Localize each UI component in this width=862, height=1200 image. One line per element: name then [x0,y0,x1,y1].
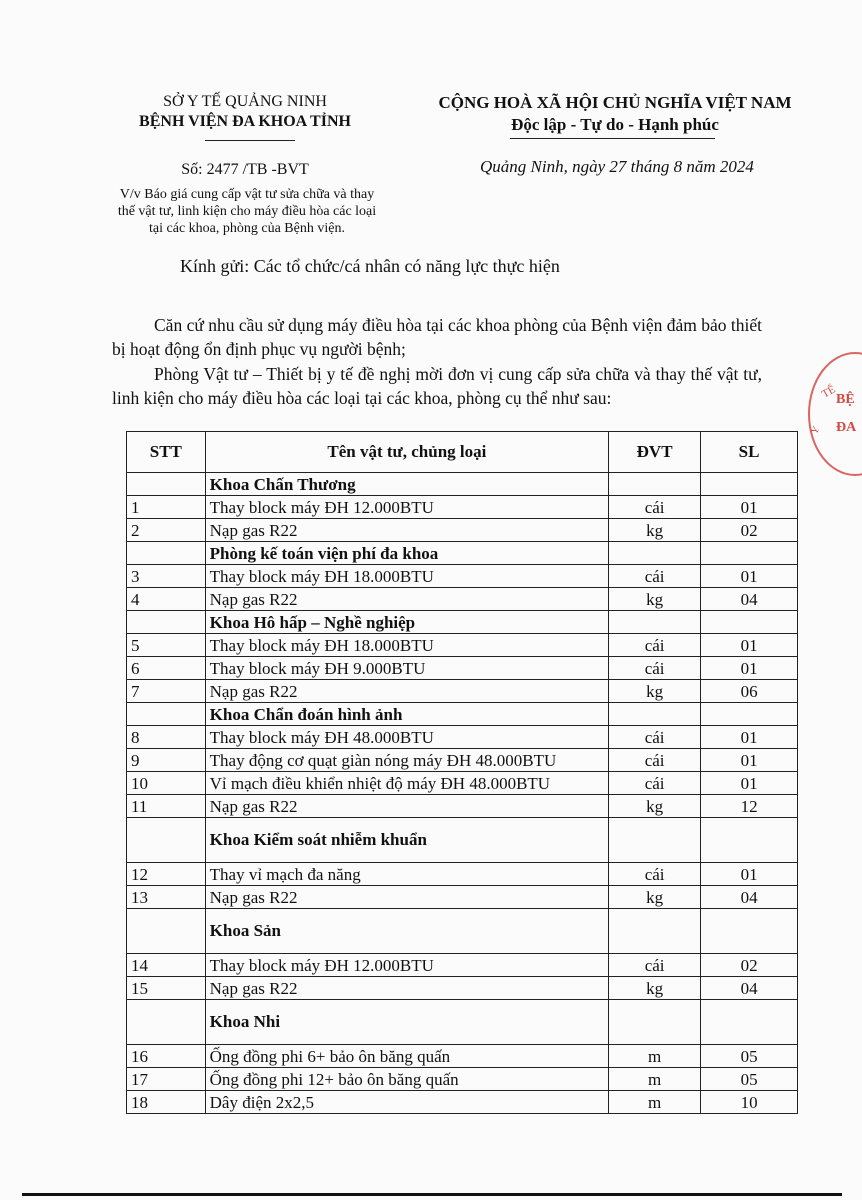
row-name: Nạp gas R22 [205,680,608,703]
row-name: Vỉ mạch điều khiển nhiệt độ máy ĐH 48.000BTU [205,772,608,795]
table-row [127,519,798,542]
table-row [127,1068,798,1091]
empty-cell [701,611,798,634]
stamp-text-1: TẾ [819,383,838,401]
row-stt: 18 [127,1091,206,1114]
empty-cell [701,542,798,565]
col-unit-header: ĐVT [609,432,701,473]
row-qty: 01 [701,634,798,657]
row-qty: 01 [701,496,798,519]
row-qty: 04 [701,977,798,1000]
col-name-header: Tên vật tư, chủng loại [205,432,608,473]
empty-cell [701,703,798,726]
section-title: Khoa Chẩn đoán hình ảnh [205,703,608,726]
row-stt: 4 [127,588,206,611]
page-edge-line [22,1193,842,1196]
empty-cell [127,818,206,863]
empty-cell [609,703,701,726]
section-row [127,611,798,634]
table-row [127,1091,798,1114]
table-body [127,473,798,1114]
row-unit: cái [609,496,701,519]
row-name: Thay block máy ĐH 9.000BTU [205,657,608,680]
table-row [127,565,798,588]
section-row [127,473,798,496]
row-qty: 02 [701,954,798,977]
row-qty: 10 [701,1091,798,1114]
table-row [127,588,798,611]
row-stt: 1 [127,496,206,519]
table-row [127,1045,798,1068]
row-qty: 01 [701,772,798,795]
section-title: Phòng kế toán viện phí đa khoa [205,542,608,565]
row-unit: cái [609,726,701,749]
empty-cell [701,909,798,954]
paragraph-2 [112,362,762,410]
table-row [127,954,798,977]
row-name: Thay block máy ĐH 12.000BTU [205,954,608,977]
row-qty: 06 [701,680,798,703]
section-row [127,1000,798,1045]
row-qty: 05 [701,1045,798,1068]
org-line1: SỞ Y TẾ QUẢNG NINH [163,93,327,110]
row-stt: 7 [127,680,206,703]
section-title: Khoa Hô hấp – Nghề nghiệp [205,611,608,634]
row-stt: 3 [127,565,206,588]
empty-cell [609,473,701,496]
row-name: Ống đồng phi 12+ bảo ôn băng quấn [205,1068,608,1091]
empty-cell [701,1000,798,1045]
row-name: Thay block máy ĐH 18.000BTU [205,565,608,588]
row-name: Thay vỉ mạch đa năng [205,863,608,886]
paragraph-1 [112,313,762,361]
empty-cell [127,703,206,726]
row-unit: m [609,1045,701,1068]
table-header-row [127,432,798,473]
subject-line1: V/v Báo giá cung cấp vật tư sửa chữa và thay [119,187,375,202]
row-unit: cái [609,954,701,977]
row-name: Nạp gas R22 [205,795,608,818]
empty-cell [127,1000,206,1045]
empty-cell [609,542,701,565]
empty-cell [609,1000,701,1045]
row-name: Ống đồng phi 6+ bảo ôn băng quấn [205,1045,608,1068]
empty-cell [127,611,206,634]
row-name: Thay block máy ĐH 48.000BTU [205,726,608,749]
row-qty: 01 [701,565,798,588]
row-stt: 2 [127,519,206,542]
row-unit: cái [609,863,701,886]
nation-line2: Độc lập - Tự do - Hạnh phúc [511,115,719,134]
row-unit: kg [609,886,701,909]
table-row [127,977,798,1000]
row-qty: 04 [701,886,798,909]
row-name: Nạp gas R22 [205,588,608,611]
table-row [127,496,798,519]
doc-date: Quảng Ninh, ngày 27 tháng 8 năm 2024 [480,157,754,176]
table-row [127,795,798,818]
table-row [127,749,798,772]
row-unit: cái [609,565,701,588]
table-row [127,657,798,680]
row-unit: kg [609,795,701,818]
row-name: Thay động cơ quạt giàn nóng máy ĐH 48.000BTU [205,749,608,772]
materials-table [126,431,798,1114]
row-unit: kg [609,588,701,611]
col-qty-header: SL [701,432,798,473]
row-qty: 05 [701,1068,798,1091]
table-row [127,680,798,703]
row-qty: 04 [701,588,798,611]
subject-line3: tại các khoa, phòng của Bệnh viện. [149,221,345,236]
paragraph-1-text: Căn cứ nhu cầu sử dụng máy điều hòa tại các khoa phòng của Bệnh viện đảm bảo thiết bị hoạt động ổn định phục vụ người bệnh; [112,315,762,359]
row-name: Nạp gas R22 [205,519,608,542]
empty-cell [701,818,798,863]
subject-line2: thế vật tư, linh kiện cho máy điều hòa các loại [117,204,377,219]
empty-cell [127,909,206,954]
empty-cell [609,818,701,863]
row-unit: cái [609,772,701,795]
row-stt: 15 [127,977,206,1000]
paragraph-2-text: Phòng Vật tư – Thiết bị y tế đề nghị mời đơn vị cung cấp sửa chữa và thay thế vật tư, linh kiện cho máy điều hòa các loại tại các khoa, phòng cụ thể như sau: [112,364,762,408]
row-qty: 01 [701,726,798,749]
row-unit: kg [609,519,701,542]
row-stt: 17 [127,1068,206,1091]
section-title: Khoa Kiểm soát nhiễm khuẩn [205,818,608,863]
row-stt: 16 [127,1045,206,1068]
row-unit: kg [609,680,701,703]
section-title: Khoa Chấn Thương [205,473,608,496]
salutation: Kính gửi: Các tổ chức/cá nhân có năng lực thực hiện [180,256,560,276]
row-qty: 01 [701,657,798,680]
row-unit: kg [609,977,701,1000]
row-stt: 14 [127,954,206,977]
row-stt: 9 [127,749,206,772]
row-stt: 8 [127,726,206,749]
row-stt: 5 [127,634,206,657]
empty-cell [609,611,701,634]
nation-header [380,92,850,136]
row-stt: 13 [127,886,206,909]
section-row [127,703,798,726]
row-unit: cái [609,749,701,772]
row-qty: 01 [701,863,798,886]
row-name: Nạp gas R22 [205,886,608,909]
row-unit: cái [609,657,701,680]
row-name: Dây điện 2x2,5 [205,1091,608,1114]
nation-line1: CỘNG HOÀ XÃ HỘI CHỦ NGHĨA VIỆT NAM [438,93,792,112]
row-stt: 6 [127,657,206,680]
org-line2: BỆNH VIỆN ĐA KHOA TỈNH [139,113,351,130]
table-row [127,726,798,749]
table-row [127,886,798,909]
row-name: Thay block máy ĐH 12.000BTU [205,496,608,519]
row-stt: 12 [127,863,206,886]
row-qty: 01 [701,749,798,772]
row-name: Nạp gas R22 [205,977,608,1000]
section-title: Khoa Nhi [205,1000,608,1045]
row-unit: m [609,1068,701,1091]
stamp-text-4: Y [809,424,823,437]
table-row [127,863,798,886]
empty-cell [701,473,798,496]
table-row [127,772,798,795]
section-row [127,542,798,565]
row-name: Thay block máy ĐH 18.000BTU [205,634,608,657]
row-qty: 12 [701,795,798,818]
org-header [80,92,410,132]
row-unit: m [609,1091,701,1114]
empty-cell [127,542,206,565]
doc-subject [82,186,412,237]
stamp-seal [808,352,862,476]
section-row [127,818,798,863]
col-stt-header: STT [127,432,206,473]
org-underline [205,140,295,141]
stamp-text-2: BỆ [836,392,855,407]
row-qty: 02 [701,519,798,542]
row-stt: 11 [127,795,206,818]
section-row [127,909,798,954]
row-unit: cái [609,634,701,657]
empty-cell [609,909,701,954]
row-stt: 10 [127,772,206,795]
table-row [127,634,798,657]
stamp-text-3: ĐA [836,420,857,435]
doc-number: Số: 2477 /TB -BVT [181,161,309,178]
empty-cell [127,473,206,496]
motto-underline [510,138,715,139]
section-title: Khoa Sản [205,909,608,954]
